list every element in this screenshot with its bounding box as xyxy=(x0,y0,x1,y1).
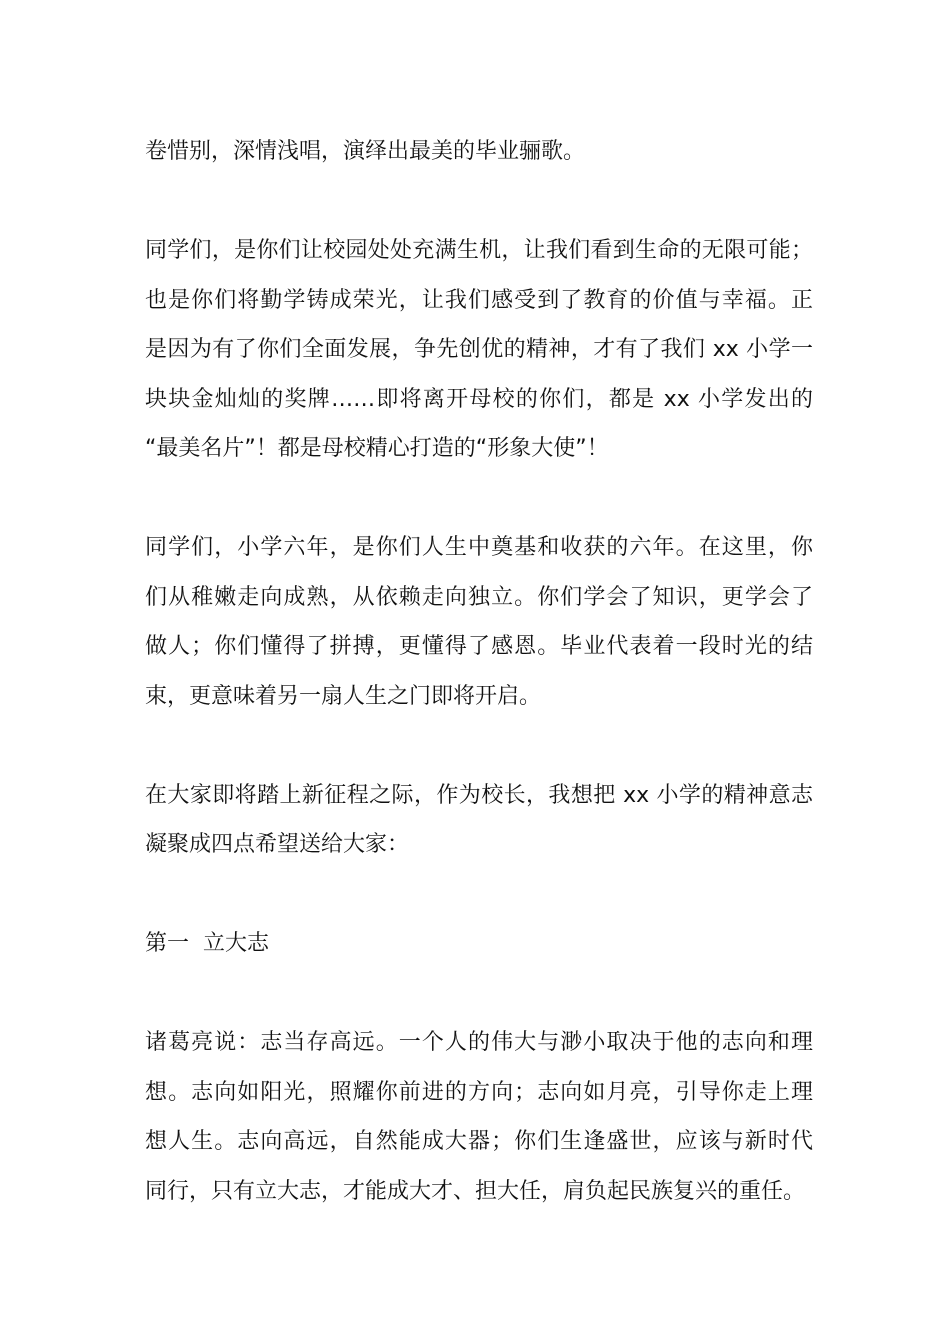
paragraph-students-pride xyxy=(145,226,813,474)
text-line: 也是你们将勤学铸成荣光，让我们感受到了教育的价值与幸福。正 xyxy=(145,287,813,313)
paragraph-ambition xyxy=(145,1018,813,1216)
paragraph-six-years xyxy=(145,523,813,721)
text-line: 们从稚嫩走向成熟，从依赖走向独立。你们学会了知识，更学会了 xyxy=(145,584,813,610)
text-line: 是因为有了你们全面发展，争先创优的精神，才有了我们 xx 小学一 xyxy=(145,337,813,362)
text-line: 在大家即将踏上新征程之际，作为校长，我想把 xx 小学的精神意志 xyxy=(145,782,813,808)
document-body xyxy=(145,127,813,1216)
text-line: 同行，只有立大志，才能成大才、担大任，肩负起民族复兴的重任。 xyxy=(145,1178,806,1204)
text-line: 想。志向如阳光，照耀你前进的方向；志向如月亮，引导你走上理 xyxy=(145,1079,813,1105)
paragraph-four-hopes xyxy=(145,771,813,870)
text-line: 块块金灿灿的奖牌……即将离开母校的你们，都是 xx 小学发出的 xyxy=(145,386,813,412)
text-line: 同学们，小学六年，是你们人生中奠基和收获的六年。在这里，你 xyxy=(145,535,813,560)
paragraph-spacer xyxy=(145,177,813,227)
text-line: 想人生。志向高远，自然能成大器；你们生逢盛世，应该与新时代 xyxy=(145,1129,813,1154)
paragraph-farewell xyxy=(145,127,813,177)
section-heading-first xyxy=(145,919,813,969)
text-line: “最美名片”！都是母校精心打造的“形象大使”！ xyxy=(145,436,609,461)
paragraph-spacer xyxy=(145,474,813,524)
text-line: 同学们，是你们让校园处处充满生机，让我们看到生命的无限可能； xyxy=(145,238,813,263)
text-line: 做人；你们懂得了拼搏，更懂得了感恩。毕业代表着一段时光的结 xyxy=(145,634,813,659)
text-line: 束，更意味着另一扇人生之门即将开启。 xyxy=(145,683,542,709)
text-line: 凝聚成四点希望送给大家： xyxy=(145,832,410,857)
paragraph-spacer xyxy=(145,870,813,920)
paragraph-spacer xyxy=(145,969,813,1019)
text-line: 第一 立大志 xyxy=(145,931,269,956)
paragraph-spacer xyxy=(145,721,813,771)
text-line: 诸葛亮说：志当存高远。一个人的伟大与渺小取决于他的志向和理 xyxy=(145,1030,813,1055)
text-line: 卷惜别，深情浅唱，演绎出最美的毕业骊歌。 xyxy=(145,139,586,164)
